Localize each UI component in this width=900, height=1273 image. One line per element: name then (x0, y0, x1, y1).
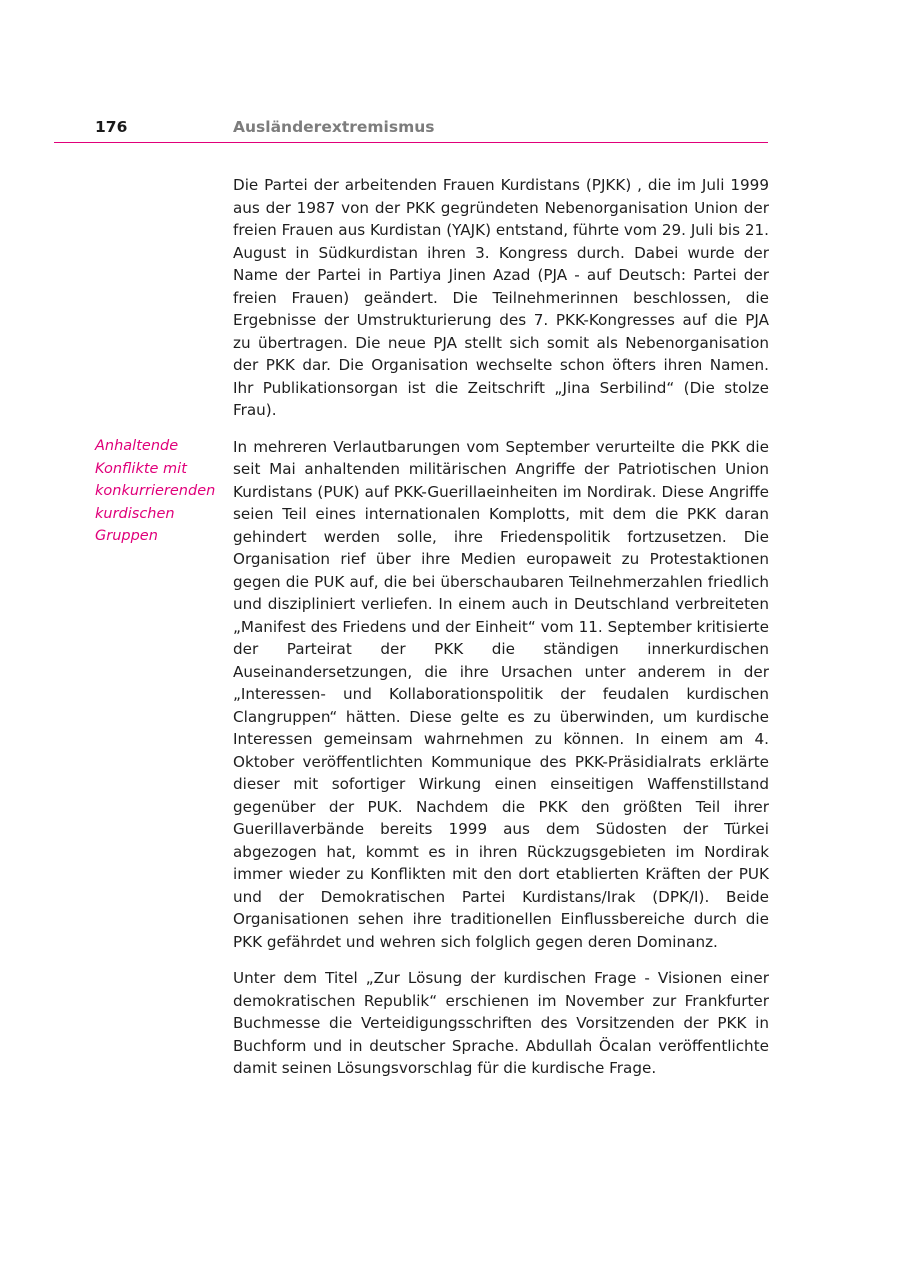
margin-note-line: konkurrierenden (95, 483, 216, 499)
paragraph-book-publication: Unter dem Titel „Zur Lösung der kurdischen Frage - Visionen einer demokratischen Republik“ erschienen im November zur Frankfurter Buchmesse die Verteidigungsschriften des Vorsitzenden der PKK in Buchform und in deutscher Sprache. Abdullah Öcalan veröffentlichte damit seinen Lösungsvorschlag für die kurdische Frage. (233, 969, 769, 1077)
running-title: Ausländerextremismus (233, 118, 435, 136)
paragraph-pja-congress: Die Partei der arbeitenden Frauen Kurdistans (PJKK) , die im Juli 1999 aus der 1987 von der PKK gegründeten Nebenorganisation Union der freien Frauen aus Kurdistan (YAJK) entstand, führte vom 29. Juli bis 21. August in Südkurdistan ihren 3. Kongress durch. Dabei wurde der Name der Partei in Partiya Jinen Azad (PJA - auf Deutsch: Partei der freien Frauen) geändert. Die Teilnehmerinnen beschlossen, die Ergebnisse der Umstrukturierung des 7. PKK-Kongresses auf die PJA zu übertragen. Die neue PJA stellt sich somit als Nebenorganisation der PKK dar. Die Organisation wechselte schon öfters ihren Namen. Ihr Publikationsorgan ist die Zeitschrift „Jina Serbilind“ (Die stolze Frau). (233, 176, 769, 419)
margin-note-line: Konflikte mit (95, 460, 187, 477)
paragraph-puk-conflict: In mehreren Verlautbarungen vom September verurteilte die PKK die seit Mai anhaltenden militärischen Angriffe der Patriotischen Union Kurdistans (PUK) auf PKK-Guerillaeinheiten im Nordirak. Diese Angriffe seien Teil eines internationalen Komplotts, mit dem die PKK daran gehindert werden solle, ihre Friedenspolitik fortzusetzen. Die Organisation rief über ihre Medien europaweit zu Protestaktionen gegen die PUK auf, die bei überschaubaren Teilnehmerzahlen friedlich und diszipliniert verliefen. In einem auch in Deutschland verbreiteten „Manifest des Friedens und der Einheit“ vom 11. September kritisierte der Parteirat der PKK die ständigen innerkurdischen Auseinandersetzungen, die ihre Ursachen unter anderem in der „Interessen- und Kollaborationspolitik der feudalen kurdischen Clangruppen“ hätten. Diese gelte es zu überwinden, um kurdische Interessen gemeinsam wahrnehmen zu können. In einem am 4. Oktober veröffentlichten Kommunique des PKK-Präsidialrats erklärte dieser mit sofortiger Wirkung einen einseitigen Waffenstillstand gegenüber der PUK. Nachdem die PKK den größten Teil ihrer Guerillaverbände bereits 1999 aus dem Südosten der Türkei abgezogen hat, kommt es in ihren Rückzugsgebieten im Nordirak immer wieder zu Konflikten mit den dort etablierten Kräften der PUK und der Demokratischen Partei Kurdistans/Irak (DPK/I). Beide Organisationen sehen ihre traditionellen Einflussbereiche durch die PKK gefährdet und wehren sich folglich gegen deren Dominanz. (233, 437, 769, 951)
margin-note (95, 435, 225, 548)
margin-note-line: Gruppen (95, 528, 158, 544)
page-number: 176 (95, 118, 128, 136)
page-header (54, 117, 768, 143)
body-text-column (233, 174, 769, 1094)
margin-note-line: kurdischen (95, 505, 175, 522)
margin-note-line: Anhaltende (95, 438, 179, 454)
